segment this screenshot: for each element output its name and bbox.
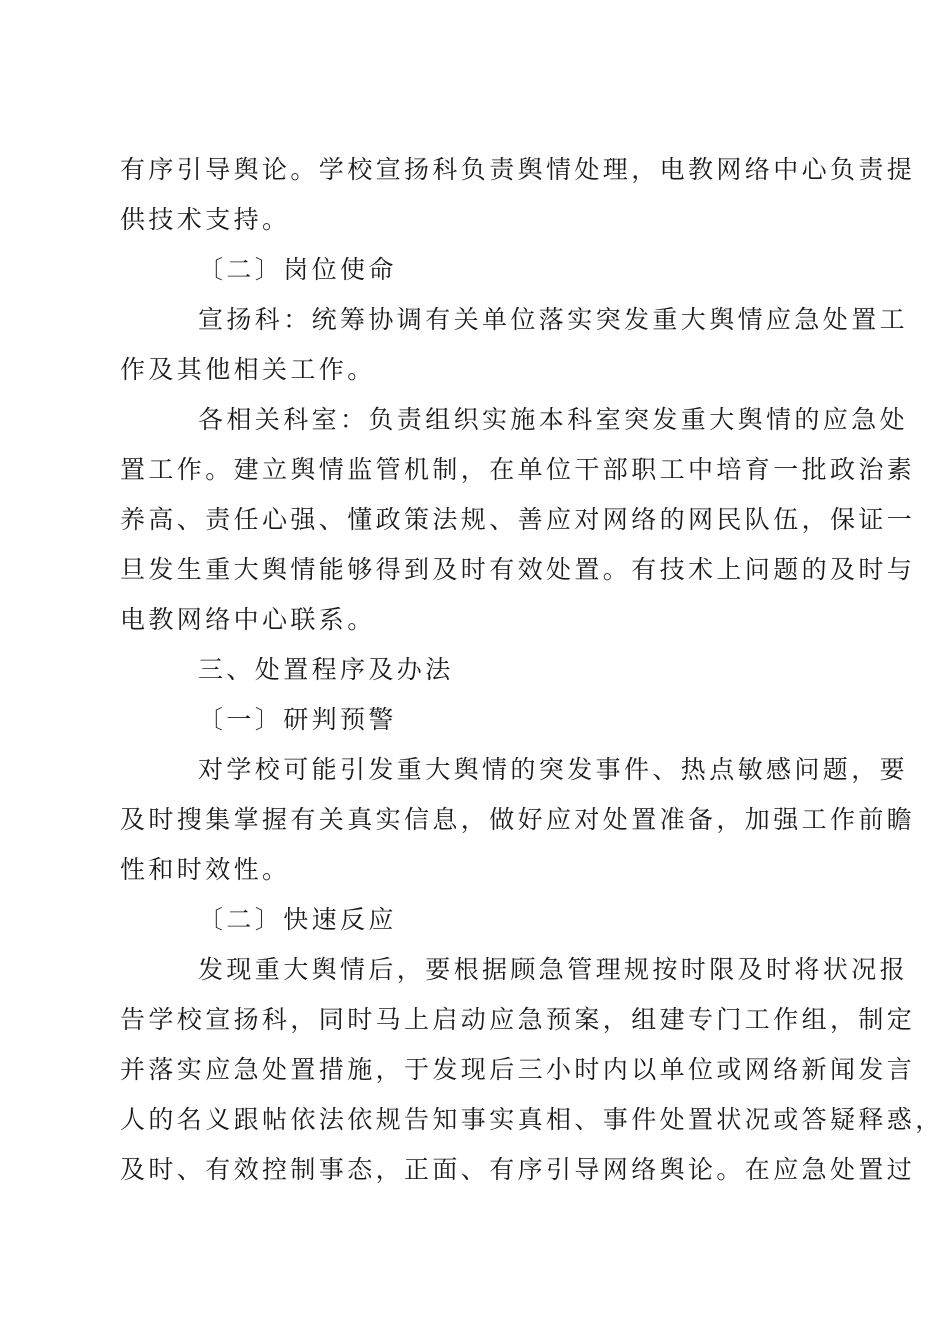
text-line: 置工作。建立舆情监管机制，在单位干部职工中培育一批政治素 — [120, 455, 916, 484]
section-heading: 〔二〕岗位使命 — [198, 255, 397, 284]
section-heading: 〔一〕研判预警 — [198, 705, 397, 734]
text-line: 告学校宣扬科，同时马上启动应急预案，组建专门工作组，制定 — [120, 1005, 916, 1034]
text-line: 各相关科室：负责组织实施本科室突发重大舆情的应急处 — [198, 405, 909, 434]
text-line: 及时搜集掌握有关真实信息，做好应对处置准备，加强工作前瞻 — [120, 805, 916, 834]
text-line: 有序引导舆论。学校宣扬科负责舆情处理，电教网络中心负责提 — [120, 155, 916, 184]
text-line: 及时、有效控制事态，正面、有序引导网络舆论。在应急处置过 — [120, 1155, 916, 1184]
text-line: 电教网络中心联系。 — [120, 605, 376, 634]
document-body — [120, 145, 944, 1195]
text-line: 养高、责任心强、懂政策法规、善应对网络的网民队伍，保证一 — [120, 505, 916, 534]
text-line: 并落实应急处置措施，于发现后三小时内以单位或网络新闻发言 — [120, 1055, 916, 1084]
section-heading: 三、处置程序及办法 — [198, 655, 454, 684]
text-line: 发现重大舆情后，要根据顾急管理规按时限及时将状况报 — [198, 955, 909, 984]
text-line: 对学校可能引发重大舆情的突发事件、热点敏感问题，要 — [198, 755, 909, 784]
text-line: 宣扬科：统筹协调有关单位落实突发重大舆情应急处置工 — [198, 305, 909, 334]
text-line: 性和时效性。 — [120, 855, 291, 884]
text-line: 人的名义跟帖依法依规告知事实真相、事件处置状况或答疑释惑， — [120, 1105, 944, 1134]
text-line: 作及其他相关工作。 — [120, 355, 376, 384]
text-line: 旦发生重大舆情能够得到及时有效处置。有技术上问题的及时与 — [120, 555, 916, 584]
text-line: 供技术支持。 — [120, 205, 291, 234]
section-heading: 〔二〕快速反应 — [198, 905, 397, 934]
